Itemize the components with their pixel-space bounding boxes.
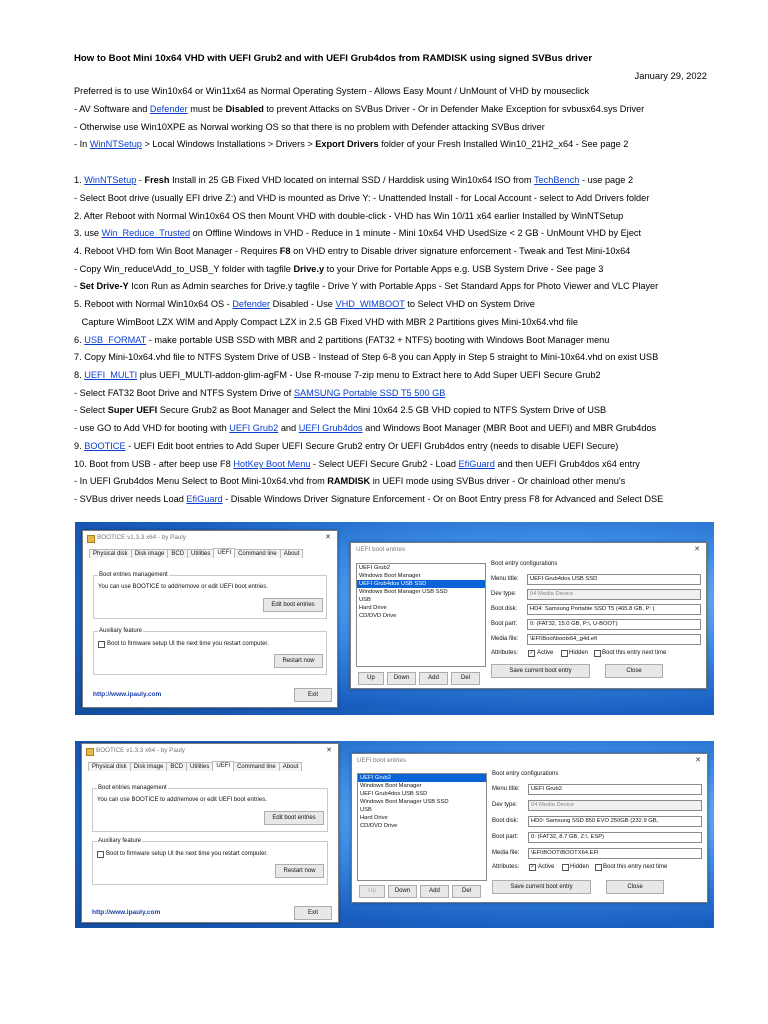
media-file-field[interactable]: \EFI\BOOT\BOOTX64.EFI (528, 848, 702, 859)
boot-disk-label: Boot disk: (492, 818, 519, 824)
efiguard-link[interactable]: EfiGuard (458, 459, 495, 469)
down-button[interactable]: Down (388, 885, 417, 898)
vhd-wimboot-link[interactable]: VHD_WIMBOOT (335, 299, 405, 309)
firmware-setup-label: Boot to firmware setup UI the next time you restart computer. (106, 851, 268, 857)
firmware-setup-label: Boot to firmware setup UI the next time you restart computer. (107, 641, 269, 647)
step-10: 10. Boot from USB - after beep use F8 HotKey Boot Menu - Select UEFI Secure Grub2 - Load EfiGuard and then UEFI Grub4dos x64 entry (74, 459, 640, 469)
tab-command-line[interactable]: Command line (233, 762, 280, 771)
boot-entry-config-label: Boot entry configurations (492, 771, 559, 777)
list-item[interactable]: Hard Drive (360, 815, 388, 821)
auxiliary-feature-label: Auxiliary feature (99, 628, 143, 634)
hidden-checkbox[interactable] (562, 864, 569, 871)
uefi-entries-window-1 (350, 542, 707, 689)
dev-type-select[interactable]: 04 Media Device (527, 589, 701, 600)
tab-uefi[interactable]: UEFI (213, 548, 235, 557)
boot-disk-select[interactable]: HD0: Samsung SSD 850 EVO 250GB (232.9 GB, (528, 816, 702, 827)
bootice-titlebar (83, 531, 337, 545)
media-file-label: Media file: (491, 636, 519, 642)
list-item[interactable]: Windows Boot Manager (360, 783, 422, 789)
del-button[interactable]: Del (452, 885, 481, 898)
boot-disk-label: Boot disk: (491, 606, 518, 612)
step-8: 8. UEFI_MULTI plus UEFI_MULTI-addon-glim-agFM - Use R-mouse 7-zip menu to Extract here to Add Super UEFI Secure Grub2 (74, 370, 601, 380)
list-item[interactable]: USB (359, 597, 371, 603)
bootice-tabs-2 (88, 762, 301, 772)
bootice-app-icon (86, 748, 94, 756)
intro-line-3: - Otherwise use Win10XPE as Norwal working OS so that there is no problem with Defender attacking SVBus driver (74, 122, 545, 132)
step-1-detail: - Select Boot drive (usually EFI drive Z:) and VHD is mounted as Drive Y: - Unattended Install - for Local Account - select to Add Drivers folder (74, 193, 650, 203)
boot-next-label: Boot this entry next time (603, 864, 668, 870)
bootice-title: BOOTICE v1.3.3 x64 - by Pauly (97, 534, 186, 541)
hidden-label: Hidden (569, 650, 589, 656)
defender-link[interactable]: Defender (149, 104, 188, 114)
list-item[interactable]: Windows Boot Manager USB SSD (360, 799, 449, 805)
bootice-title-2: BOOTICE v1.3.3 x64 - by Pauly (96, 747, 185, 754)
step-8-go: - use GO to Add VHD for booting with UEFI Grub2 and UEFI Grub4dos and Windows Boot Manager (MBR Boot and UEFI) and MBR Grub4dos (74, 423, 657, 433)
boot-entries-group-label: Boot entries management (99, 572, 168, 578)
edit-boot-entries-button[interactable]: Edit boot entries (263, 598, 323, 612)
tab-utilities[interactable]: Utilities (186, 762, 213, 771)
menu-title-field[interactable]: UEFI Grub2 (528, 784, 702, 795)
list-item[interactable]: CD/DVD Drive (360, 823, 398, 829)
tab-about[interactable]: About (279, 762, 303, 771)
list-item[interactable]: UEFI Grub2 (358, 774, 486, 782)
bootice-titlebar-2 (82, 744, 338, 758)
uefi-title-2: UEFI boot entries (357, 757, 406, 764)
boot-part-label: Boot part: (492, 834, 519, 840)
list-item[interactable]: CD/DVD Drive (359, 613, 397, 619)
uefi-titlebar-2 (352, 754, 707, 768)
close-icon[interactable]: ✕ (695, 757, 701, 764)
tab-uefi[interactable]: UEFI (212, 761, 234, 770)
save-boot-entry-button[interactable]: Save current boot entry (492, 880, 591, 894)
attributes-label: Attributes: (492, 864, 520, 870)
bootice-window (82, 530, 338, 708)
screenshot-2 (75, 741, 714, 928)
uefi-title-1: UEFI boot entries (356, 546, 405, 553)
document-title: How to Boot Mini 10x64 VHD with UEFI Grub2 and with UEFI Grub4dos from RAMDISK using signed SVBus driver (74, 53, 593, 64)
dev-type-label: Dev type: (491, 591, 517, 597)
hotkey-boot-menu-link[interactable]: HotKey Boot Menu (233, 459, 311, 469)
efiguard-link-2[interactable]: EfiGuard (186, 494, 223, 504)
edit-boot-entries-button[interactable]: Edit boot entries (264, 811, 324, 825)
exit-button[interactable]: Exit (294, 906, 332, 920)
active-checkbox[interactable]: ✓ (530, 864, 535, 870)
hidden-checkbox[interactable] (561, 650, 568, 657)
step-8-select: - Select FAT32 Boot Drive and NTFS System Drive of SAMSUNG Portable SSD T5 500 GB (74, 388, 446, 398)
uefi-entries-window-2 (351, 753, 708, 903)
uefi-entry-list-1[interactable] (356, 563, 486, 667)
techbench-link[interactable]: TechBench (533, 175, 580, 185)
defender-link-2[interactable]: Defender (232, 299, 271, 309)
step-9: 9. BOOTICE - UEFI Edit boot entries to Add Super UEFI Secure Grub2 entry Or UEFI Grub4dos entry (needs to disable UEFI Secure) (74, 441, 619, 451)
step-2: 2. After Reboot with Normal Win10x64 OS then Mount VHD with double-click - VHD has Win 10/11 x64 earlier Installed by WinNTSetup (74, 211, 624, 221)
step-6: 6. USB_FORMAT - make portable USB SSD with MBR and 2 partitions (FAT32 + NTFS) booting with Windows Boot Manager menu (74, 335, 610, 345)
bootice-link[interactable]: BOOTICE (84, 441, 126, 451)
uefi-entry-list-2[interactable] (357, 773, 487, 881)
hidden-label: Hidden (570, 864, 590, 870)
winntsetup-link-2[interactable]: WinNTSetup (84, 175, 137, 185)
boot-entries-group-2 (92, 785, 328, 832)
boot-entry-config-label: Boot entry configurations (491, 561, 558, 567)
boot-next-label: Boot this entry next time (602, 650, 667, 656)
tab-bcd[interactable]: BCD (167, 549, 188, 558)
step-8-super-uefi: - Select Super UEFI Secure Grub2 as Boot Manager and Select the Mini 10x64 2.5 GB VHD copied to NTFS System Drive of USB (74, 405, 607, 415)
auxiliary-feature-group (93, 628, 327, 675)
samsung-ssd-link[interactable]: SAMSUNG Portable SSD T5 500 GB (293, 388, 446, 398)
boot-part-label: Boot part: (491, 621, 518, 627)
step-5: 5. Reboot with Normal Win10x64 OS - Defender Disabled - Use VHD_WIMBOOT to Select VHD on System Drive (74, 299, 535, 309)
menu-title-label: Menu title: (492, 786, 520, 792)
win-reduce-trusted-link[interactable]: Win_Reduce_Trusted (101, 228, 191, 238)
close-icon[interactable]: ✕ (325, 534, 331, 541)
restart-now-button[interactable]: Restart now (275, 864, 324, 878)
step-4-copy: - Copy Win_reduce\Add_to_USB_Y folder with tagfile Drive.y to your Drive for Portable Apps e.g. USB System Drive - See page 3 (74, 264, 604, 274)
step-5-detail: Capture WimBoot LZX WIM and Apply Compact LZX in 2.5 GB Fixed VHD with MBR 2 Partitions gives Mini-10x64.vhd file (74, 317, 578, 327)
tab-utilities[interactable]: Utilities (187, 549, 214, 558)
step-1: 1. WinNTSetup - Fresh Install in 25 GB Fixed VHD located on internal SSD / Harddisk using Win10x64 ISO from TechBench - use page 2 (74, 175, 634, 185)
boot-next-checkbox[interactable] (594, 650, 601, 657)
list-item[interactable]: Hard Drive (359, 605, 387, 611)
boot-entries-description: You can use BOOTICE to add/remove or edit UEFI boot entries. (98, 584, 268, 590)
close-button[interactable]: Close (606, 880, 664, 894)
tab-disk-image[interactable]: Disk image (130, 762, 168, 771)
tab-disk-image[interactable]: Disk image (131, 549, 169, 558)
bootice-tabs (89, 549, 302, 559)
tab-physical-disk[interactable]: Physical disk (89, 549, 132, 558)
tab-physical-disk[interactable]: Physical disk (88, 762, 131, 771)
close-icon[interactable]: ✕ (694, 546, 700, 553)
auxiliary-feature-label: Auxiliary feature (98, 838, 142, 844)
active-label: Active (538, 864, 555, 870)
firmware-setup-checkbox[interactable] (98, 641, 105, 648)
step-4: 4. Reboot VHD fom Win Boot Manager - Requires F8 on VHD entry to Disable driver signature enforcement - Tweak and Test Mini-10x64 (74, 246, 631, 256)
del-button[interactable]: Del (451, 672, 480, 685)
list-item[interactable]: UEFI Grub2 (359, 565, 390, 571)
uefi-grub4dos-link[interactable]: UEFI Grub4dos (298, 423, 363, 433)
add-button[interactable]: Add (419, 672, 448, 685)
uefi-multi-link[interactable]: UEFI_MULTI (84, 370, 138, 380)
tab-bcd[interactable]: BCD (166, 762, 187, 771)
boot-entries-group-label: Boot entries management (98, 785, 167, 791)
list-item[interactable]: UEFI Grub4dos USB SSD (360, 791, 428, 797)
down-button[interactable]: Down (387, 672, 416, 685)
intro-line-2: - AV Software and Defender must be Disabled to prevent Attacks on SVBus Driver - Or in Defender Make Exception for svbusx64.sys Driver (74, 104, 645, 114)
save-boot-entry-button[interactable]: Save current boot entry (491, 664, 590, 678)
up-button[interactable]: Up (359, 885, 385, 898)
boot-part-select[interactable]: 0: (FAT32, 8.7 GB, Z:\, ESP) (528, 832, 702, 843)
step-10-svbus: - SVBus driver needs Load EfiGuard - Disable Windows Driver Signature Enforcement - Or on Boot Entry press F8 for Advanced and Select DSE (74, 494, 664, 504)
ipauly-url[interactable]: http://www.ipauly.com (93, 691, 162, 698)
ipauly-url[interactable]: http://www.ipauly.com (92, 909, 161, 916)
list-item[interactable]: Windows Boot Manager USB SSD (359, 589, 448, 595)
media-file-label: Media file: (492, 850, 520, 856)
screenshot-1 (75, 522, 714, 715)
boot-part-select[interactable]: 0: (FAT32, 15.0 GB, P:\, U-BOOT) (527, 619, 701, 630)
active-label: Active (537, 650, 554, 656)
uefi-titlebar-1 (351, 543, 706, 557)
intro-line-1: Preferred is to use Win10x64 or Win11x64 as Normal Operating System - Allows Easy Mount / UnMount of VHD by mouseclick (74, 86, 590, 96)
restart-now-button[interactable]: Restart now (274, 654, 323, 668)
bootice-window-2 (81, 743, 339, 923)
step-3: 3. use Win_Reduce_Trusted on Offline Windows in VHD - Reduce in 1 minute - Mini 10x64 VHD UsedSize < 2 GB - UnMount VHD by Eject (74, 228, 642, 238)
boot-next-checkbox[interactable] (595, 864, 602, 871)
add-button[interactable]: Add (420, 885, 449, 898)
intro-line-4: - In WinNTSetup > Local Windows Installations > Drivers > Export Drivers folder of your Fresh Installed Win10_21H2_x64 - See page 2 (74, 139, 629, 149)
list-item[interactable]: UEFI Grub4dos USB SSD (357, 580, 485, 588)
list-item[interactable]: USB (360, 807, 372, 813)
winntsetup-link[interactable]: WinNTSetup (89, 139, 142, 149)
close-button[interactable]: Close (605, 664, 663, 678)
uefi-grub2-link[interactable]: UEFI Grub2 (229, 423, 279, 433)
list-item[interactable]: Windows Boot Manager (359, 573, 421, 579)
boot-entries-description: You can use BOOTICE to add/remove or edit UEFI boot entries. (97, 797, 267, 803)
step-7: 7. Copy Mini-10x64.vhd file to NTFS System Drive of USB - Instead of Step 6-8 you can Apply in Step 5 straight to Mini-10x64.vhd on exist USB (74, 352, 659, 362)
dev-type-label: Dev type: (492, 802, 518, 808)
active-checkbox[interactable]: ✓ (529, 650, 534, 656)
attributes-label: Attributes: (491, 650, 519, 656)
menu-title-label: Menu title: (491, 576, 519, 582)
boot-disk-select[interactable]: HD4: Samsung Portable SSD T5 (465.8 GB, P: ( (527, 604, 701, 615)
document-date: January 29, 2022 (634, 70, 707, 81)
tab-about[interactable]: About (280, 549, 304, 558)
step-4-set-drive: - Set Drive-Y Icon Run as Admin searches for Drive.y tagfile - Drive Y with Portable Apps - Set Standard Apps for Photo Viewer and VLC Player (74, 281, 659, 291)
bootice-app-icon (87, 535, 95, 543)
firmware-setup-checkbox[interactable] (97, 851, 104, 858)
media-file-field[interactable]: \EFI\Boot\bootx64_g4d.efi (527, 634, 701, 645)
exit-button[interactable]: Exit (294, 688, 332, 702)
up-button[interactable]: Up (358, 672, 384, 685)
close-icon[interactable]: ✕ (326, 747, 332, 754)
step-10-ramdisk: - In UEFI Grub4dos Menu Select to Boot Mini-10x64.vhd from RAMDISK in UEFI mode using SVBus driver - Or chainload other menu's (74, 476, 626, 486)
dev-type-select[interactable]: 04 Media Device (528, 800, 702, 811)
usb-format-link[interactable]: USB_FORMAT (84, 335, 147, 345)
menu-title-field[interactable]: UEFI Grub4dos USB SSD (527, 574, 701, 585)
auxiliary-feature-group-2 (92, 838, 328, 885)
boot-entries-group (93, 572, 327, 619)
tab-command-line[interactable]: Command line (234, 549, 281, 558)
